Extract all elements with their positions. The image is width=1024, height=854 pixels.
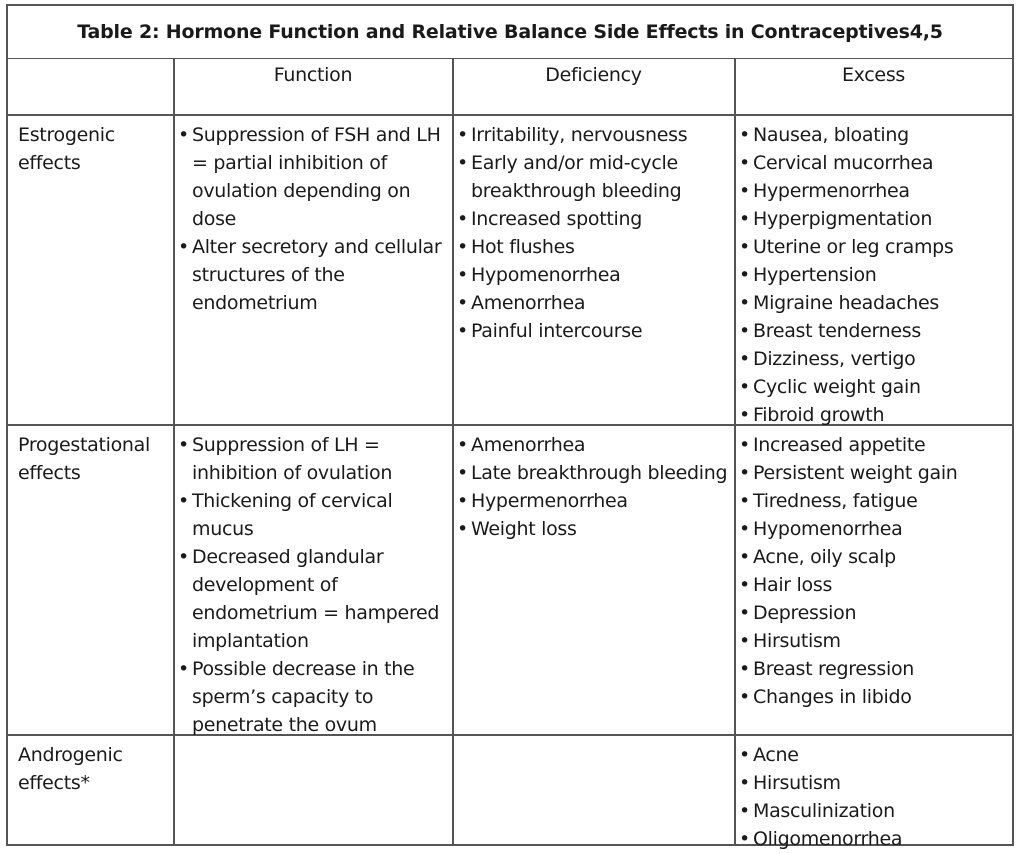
list-item: • Suppression of LH = inhibition of ovulation: [174, 431, 446, 487]
androgenic-function-cell: [174, 736, 452, 844]
estrogenic-excess-list: [735, 121, 1006, 429]
list-item: • Early and/or mid-cycle breakthrough bleeding: [453, 149, 728, 205]
progestational-deficiency-cell: [453, 426, 734, 734]
androgenic-excess-list: [735, 741, 1006, 853]
list-item: • Hypermenorrhea: [453, 487, 728, 515]
list-item: • Hypertension: [735, 261, 1006, 289]
list-item: • Late breakthrough bleeding: [453, 459, 728, 487]
list-item: • Hypomenorrhea: [453, 261, 728, 289]
list-item: • Breast tenderness: [735, 317, 1006, 345]
list-item: • Increased appetite: [735, 431, 1006, 459]
list-item: • Oligomenorrhea: [735, 825, 1006, 853]
androgenic-deficiency-cell: [453, 736, 734, 844]
list-item: • Amenorrhea: [453, 431, 728, 459]
list-item: • Uterine or leg cramps: [735, 233, 1006, 261]
estrogenic-function-cell: [174, 116, 452, 424]
progestational-function-cell: [174, 426, 452, 734]
list-item: • Hot flushes: [453, 233, 728, 261]
list-item: • Increased spotting: [453, 205, 728, 233]
progestational-function-list: [174, 431, 446, 739]
header-function: Function: [273, 64, 353, 86]
list-item: • Hypomenorrhea: [735, 515, 1006, 543]
list-item: • Masculinization: [735, 797, 1006, 825]
progestational-excess-list: [735, 431, 1006, 711]
list-item: • Persistent weight gain: [735, 459, 1006, 487]
list-item: • Breast regression: [735, 655, 1006, 683]
list-item: • Hyperpigmentation: [735, 205, 1006, 233]
list-item: • Alter secretory and cellular structures of the endometrium: [174, 233, 446, 317]
list-item: • Hirsutism: [735, 627, 1006, 655]
list-item: • Hirsutism: [735, 769, 1006, 797]
estrogenic-function-list: [174, 121, 446, 317]
androgenic-excess-cell: [735, 736, 1012, 850]
list-item: • Cervical mucorrhea: [735, 149, 1006, 177]
row-label-androgenic: Androgenic effects*: [18, 744, 123, 794]
estrogenic-deficiency-cell: [453, 116, 734, 424]
list-item: • Fibroid growth: [735, 401, 1006, 429]
list-item: • Acne: [735, 741, 1006, 769]
list-item: • Hypermenorrhea: [735, 177, 1006, 205]
header-deficiency: Deficiency: [545, 64, 642, 86]
list-item: • Dizziness, vertigo: [735, 345, 1006, 373]
list-item: • Acne, oily scalp: [735, 543, 1006, 571]
list-item: • Depression: [735, 599, 1006, 627]
list-item: • Decreased glandular development of endometrium = hampered implantation: [174, 543, 446, 655]
list-item: • Hair loss: [735, 571, 1006, 599]
list-item: • Suppression of FSH and LH = partial inhibition of ovulation depending on dose: [174, 121, 446, 233]
estrogenic-deficiency-list: [453, 121, 728, 345]
list-item: • Painful intercourse: [453, 317, 728, 345]
table-grid: [8, 58, 1012, 850]
estrogenic-excess-cell: [735, 116, 1012, 424]
hormone-table: [6, 4, 1014, 850]
list-item: • Weight loss: [453, 515, 728, 543]
list-item: • Tiredness, fatigue: [735, 487, 1006, 515]
list-item: • Possible decrease in the sperm’s capacity to penetrate the ovum: [174, 655, 446, 739]
row-label-progestational: Progestational effects: [18, 434, 151, 484]
list-item: • Thickening of cervical mucus: [174, 487, 446, 543]
progestational-deficiency-list: [453, 431, 728, 543]
header-excess: Excess: [841, 64, 906, 86]
list-item: • Irritability, nervousness: [453, 121, 728, 149]
list-item: • Amenorrhea: [453, 289, 728, 317]
list-item: • Cyclic weight gain: [735, 373, 1006, 401]
progestational-excess-cell: [735, 426, 1012, 734]
list-item: • Migraine headaches: [735, 289, 1006, 317]
list-item: • Nausea, bloating: [735, 121, 1006, 149]
row-label-estrogenic: Estrogenic effects: [18, 124, 115, 174]
table-title: Table 2: Hormone Function and Relative Balance Side Effects in Contraceptives4,5: [8, 6, 1012, 59]
list-item: • Changes in libido: [735, 683, 1006, 711]
